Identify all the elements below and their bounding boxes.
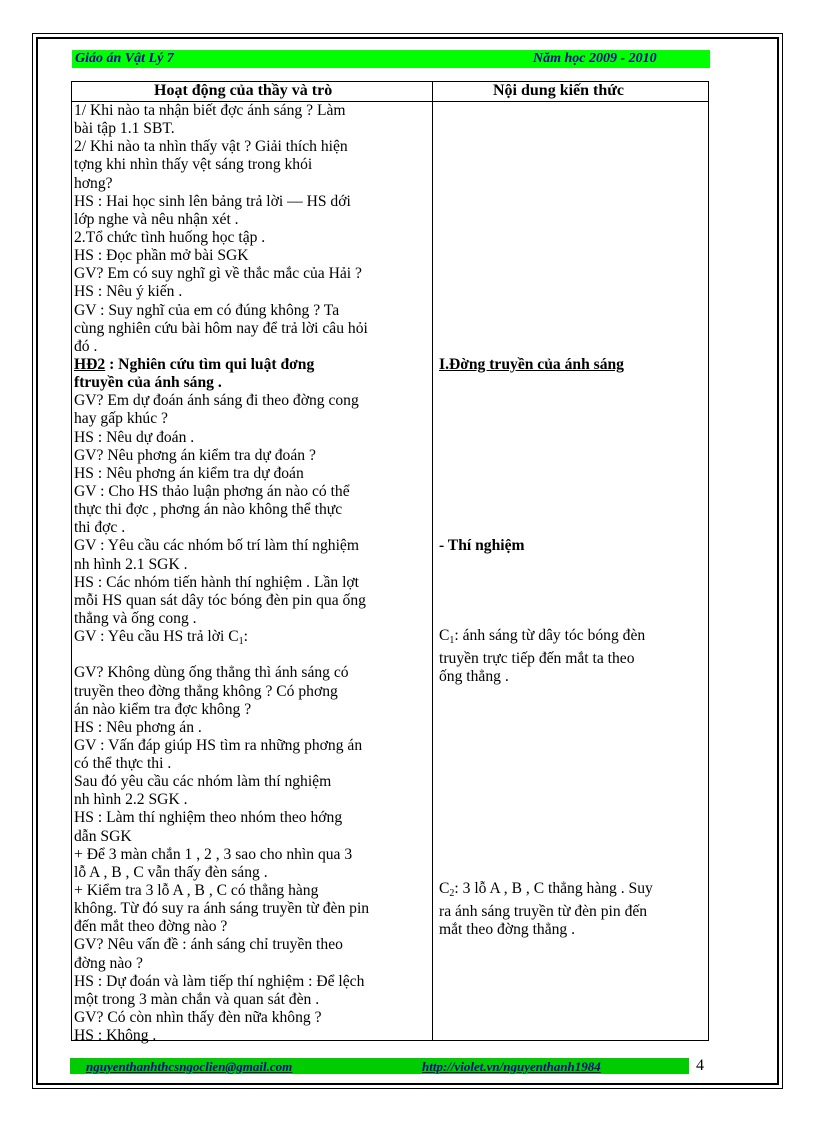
activity-heading-hd2-cont: ftruyền của ánh sáng . [74,374,222,392]
activity-line: hay gấp khúc ? [74,410,168,428]
activity-line: lỗ A , B , C vẫn thấy đèn sáng . [74,863,268,881]
activity-line: GV? Em dự đoán ánh sáng đi theo đờng cong [74,392,359,410]
activity-line: tợng khi nhìn thấy vệt sáng trong khói [74,156,313,174]
table-header-content: Nội dung kiến thức [493,82,624,99]
header-school-year: Năm học 2009 - 2010 [533,51,657,66]
activity-line: HS : Làm thí nghiệm theo nhóm theo hớng [74,809,343,827]
hd2-title: : Nghiên cứu tìm qui luật đơng [105,355,315,373]
page-number: 4 [696,1057,704,1074]
activity-line: bài tập 1.1 SBT. [74,120,175,138]
activity-line: GV : Vấn đáp giúp HS tìm ra những phơng án [74,736,363,754]
section-light-path-heading: I.Đờng truyền của ánh sáng [439,356,624,373]
section-experiment-heading: - Thí nghiệm [439,537,525,554]
activity-line: đó . [74,337,98,355]
activity-line: GV? Nêu vấn đề : ánh sáng chỉ truyền theo [74,936,343,954]
answer-c1-line: truyền trực tiếp đến mắt ta theo [439,650,635,667]
activity-line: GV : Cho HS thảo luận phơng án nào có thể [74,482,350,500]
activity-line: HS : Các nhóm tiến hành thí nghiệm . Lần lợt [74,573,359,591]
answer-c1 [439,627,645,686]
activity-line: cùng nghiên cứu bài hôm nay để trả lời câu hỏi [74,319,368,337]
activity-line: HS : Nêu phơng án . [74,718,202,736]
activity-line: nh hình 2.2 SGK . [74,791,188,809]
activity-line: không. Từ đó suy ra ánh sáng truyền từ đèn pin [74,900,370,918]
activity-line: thẳng và ống cong . [74,609,197,627]
activity-line: thực thi đợc , phơng án nào không thể thực [74,501,343,519]
activity-line: truyền theo đờng thẳng không ? Có phơng [74,682,338,700]
answer-c1-line: ống thẳng . [439,668,509,685]
activities-column [74,102,426,1045]
activity-line: án nào kiểm tra đợc không ? [74,700,252,718]
answer-c2-label: C [439,880,450,897]
activity-line: GV? Không dùng ống thẳng thì ánh sáng có [74,664,349,682]
answer-c2 [439,880,653,939]
activity-line: HS : Nêu dự đoán . [74,428,195,446]
activity-line: GV? Nêu phơng án kiểm tra dự đoán ? [74,446,316,464]
activity-line: hơng? [74,174,113,192]
activity-line: HS : Không . [74,1027,157,1045]
answer-c2-line: ra ánh sáng truyền từ đèn pin đến [439,903,648,920]
activity-line: + Kiểm tra 3 lỗ A , B , C có thẳng hàng [74,882,319,900]
activity-line: lớp nghe và nêu nhận xét . [74,210,239,228]
activity-line [74,646,426,664]
table-column-divider [432,81,433,1041]
answer-c1-label: C [439,627,450,644]
activity-line: 1/ Khi nào ta nhận biết đợc ánh sáng ? Làm [74,102,346,119]
activity-line-c1-request [74,628,426,646]
table-header-activities: Hoạt động của thầy và trò [154,82,333,99]
activity-line: HS : Dự đoán và làm tiếp thí nghiệm : Để lệch [74,972,365,990]
activity-line: 2.Tổ chức tình huống học tập . [74,228,266,246]
activity-line: thi đợc . [74,519,126,537]
activity-line: nh hình 2.1 SGK . [74,555,188,573]
activity-line: đờng nào ? [74,954,143,972]
activity-line: GV? Có còn nhìn thấy đèn nữa không ? [74,1009,322,1027]
c1-request-subscript: 1 [238,636,244,648]
footer-email-link[interactable]: nguyenthanhthcsngoclien@gmail.com [86,1059,293,1074]
activity-line: HS : Nêu ý kiến . [74,283,183,301]
activity-line: dẫn SGK [74,827,132,845]
activity-line: GV? Em có suy nghĩ gì về thắc mắc của Hải ? [74,265,362,283]
activity-line: GV : Yêu cầu các nhóm bố trí làm thí nghiệm [74,537,359,555]
activity-line: HS : Hai học sinh lên bảng trả lời — HS dới [74,192,351,210]
activity-line: + Để 3 màn chắn 1 , 2 , 3 sao cho nhìn qua 3 [74,845,353,863]
activity-line: GV : Suy nghĩ của em có đúng không ? Ta [74,301,340,319]
activity-line: mỗi HS quan sát dây tóc bóng đèn pin qua ống [74,591,366,609]
activity-line: 2/ Khi nào ta nhìn thấy vật ? Giải thích hiện [74,138,348,156]
activity-line: HS : Nêu phơng án kiểm tra dự đoán [74,464,304,482]
header-course-title: Giáo án Vật Lý 7 [75,51,174,66]
activity-line: có thể thực thi . [74,755,172,773]
answer-c1-subscript: 1 [449,635,455,646]
activity-line: Sau đó yêu cầu các nhóm làm thí nghiệm [74,773,332,791]
hd2-label: HĐ2 [74,355,106,373]
answer-c2-subscript: 2 [449,888,455,899]
activity-heading-hd2 [74,356,426,374]
answer-c2-line: mắt theo đờng thẳng . [439,921,576,938]
answer-c1-line: : ánh sáng từ dây tóc bóng đèn [454,627,646,644]
c1-request-text: GV : Yêu cầu HS trả lời C [74,628,239,646]
activity-line: một trong 3 màn chắn và quan sát đèn . [74,990,320,1008]
footer-website-link[interactable]: http://violet.vn/nguyenthanh1984 [422,1059,601,1074]
activity-line: đến mắt theo đờng nào ? [74,918,228,936]
answer-c2-line: : 3 lỗ A , B , C thẳng hàng . Suy [454,880,653,897]
activity-line: HS : Đọc phần mở bài SGK [74,247,249,265]
c1-request-colon: : [243,628,248,646]
